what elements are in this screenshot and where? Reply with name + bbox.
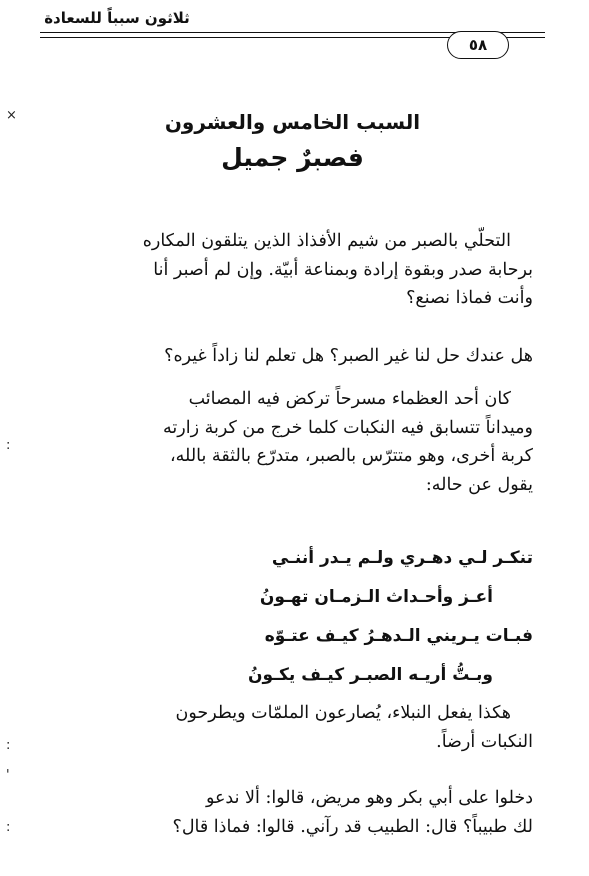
paragraph-5 [56,784,533,841]
paragraph-2 [56,342,533,371]
paragraph-3 [56,385,533,499]
margin-mark: × [6,108,17,123]
margin-mark: ' [6,768,10,783]
section-title: السبب الخامس والعشرون [164,110,421,134]
poem-verse: فبـات يـريني الـدهـرُ كيـف عتـوّه [264,626,533,646]
paragraph-line: التحلّي بالصبر من شيم الأفذاذ الذين يتلقون المكاره [142,231,511,251]
paragraph-line: وميداناً تتسابق فيه النكبات كلما خرج من كربة زارته [163,417,533,438]
poem-verse: تنكـر لـي دهـري ولـم يـدر أننـي [271,548,533,568]
poem-verse: وبـتُّ أريـه الصبـر كيـف يكـونُ [248,665,493,685]
paragraph-line: وأنت فماذا نصنع؟ [406,288,533,309]
page-number: ٥٨ [447,31,509,59]
paragraph-line: النكبات أرضاً. [436,731,533,752]
margin-mark: : [6,738,11,753]
paragraph-1 [56,227,533,313]
section-subtitle: فصبرٌ جميل [221,143,364,172]
paragraph-4 [56,699,533,756]
paragraph-line: هكذا يفعل النبلاء، يُصارعون الملمّات ويطرحون [175,703,511,723]
poem-verse: أعـز وأحـداث الـزمـان تهـونُ [259,587,493,607]
running-title: ثلاثون سبباً للسعادة [44,9,190,27]
margin-mark: : [6,438,11,453]
margin-mark: : [6,820,11,835]
paragraph-line: كربة أخرى، وهو متترّس بالصبر، متدرّع بالثقة بالله، [170,446,533,467]
paragraph-line: هل عندك حل لنا غير الصبر؟ هل تعلم لنا زاداً غيره؟ [164,346,533,366]
paragraph-line: يقول عن حاله: [425,474,533,495]
paragraph-line: برحابة صدر وبقوة إرادة وبمناعة أبيّة. وإن لم أصبر أنا [153,259,533,280]
paragraph-line: لك طبيباً؟ قال: الطبيب قد رآني. قالوا: فماذا قال؟ [172,816,533,837]
paragraph-line: كان أحد العظماء مسرحاً تركض فيه المصائب [188,389,511,409]
paragraph-line: دخلوا على أبي بكر وهو مريض، قالوا: ألا ندعو [205,788,533,808]
